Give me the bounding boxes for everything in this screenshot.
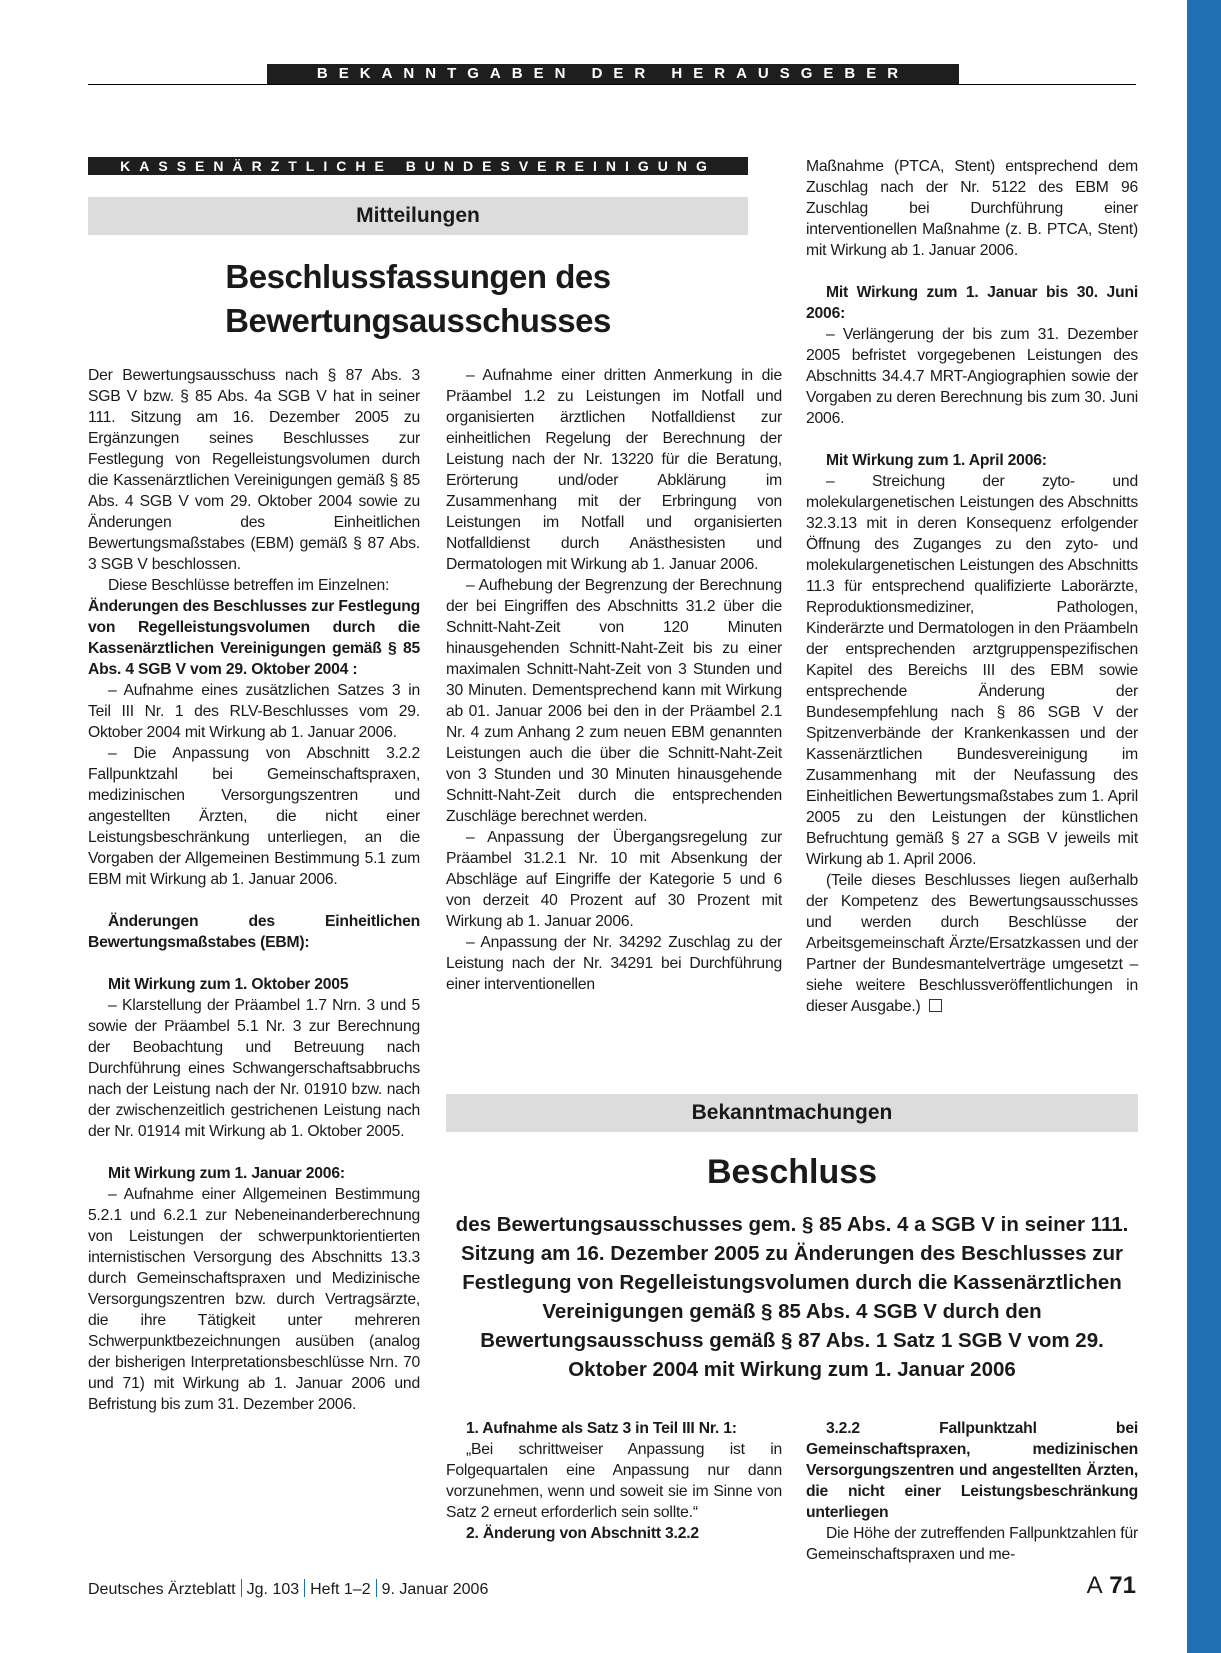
subheading: Mit Wirkung zum 1. Januar bis 30. Juni 2006: (806, 284, 1138, 322)
paragraph: Diese Beschlüsse betreffen im Einzelnen: (108, 577, 390, 594)
footer (88, 1579, 488, 1599)
section-banner: BEKANNTGABEN DER HERAUSGEBER (267, 64, 959, 84)
column-4 (446, 1418, 782, 1544)
issue-date: 9. Januar 2006 (381, 1581, 489, 1598)
paragraph: – Anpassung der Übergangsregelung zur Präambel 31.2.1 Nr. 10 mit Absenkung der Abschläge auf Eingriffe der Kategorie 5 und 6 von derzeit 40 Prozent auf 30 Prozent mit Wirkung ab 1. Januar 2006. (446, 829, 782, 930)
subheading: Mit Wirkung zum 1. Januar 2006: (108, 1165, 345, 1182)
subheading: 1. Aufnahme als Satz 3 in Teil III Nr. 1: (466, 1420, 737, 1437)
paragraph: – Anpassung der Nr. 34292 Zuschlag zu der Leistung nach der Nr. 34291 bei Durchführung einer interventionellen (446, 934, 782, 993)
end-of-article-icon (929, 999, 942, 1012)
subheading: Mit Wirkung zum 1. April 2006: (826, 452, 1047, 469)
article-title (88, 255, 748, 343)
paragraph: – Aufnahme einer dritten Anmerkung in die Präambel 1.2 zu Leistungen im Notfall und organisierten ärztlichen Notfalldienst zur einheitlichen Regelung der Berechnung der Leistung nach der Nr. 13220 für die Beratung, Erörterung und/oder Abklärung im Zusammenhang mit der Erbringung von Leistungen im Notfall und organisierten Notfalldienst durch Anästhesisten und Dermatologen mit Wirkung ab 1. Januar 2006. (446, 367, 782, 573)
article-title-line2: Bewertungsausschusses (225, 302, 611, 339)
volume: Jg. 103 (246, 1581, 300, 1598)
page-number-value: 71 (1109, 1572, 1136, 1599)
paragraph: „Bei schrittweiser Anpassung ist in Folgequartalen eine Anpassung nur dann vorzunehmen, wenn und soweit sie im Sinne von Satz 2 erneut erforderlich sein sollte.“ (446, 1441, 782, 1521)
mitteilungen-heading: Mitteilungen (88, 197, 748, 235)
beschluss-subtitle: des Bewertungsausschusses gem. § 85 Abs. 4 a SGB V in seiner 111. Sitzung am 16. Dezember 2005 zu Änderungen des Beschlusses zur Festlegung von Regelleistungsvolumen durch die Kassenärztlichen Vereinigungen gemäß § 85 Abs. 4 SGB V durch den Bewertungsausschuss gemäß § 87 Abs. 1 Satz 1 SGB V vom 29. Oktober 2004 mit Wirkung zum 1. Januar 2006 (455, 1213, 1129, 1381)
subheading: Änderungen des Beschlusses zur Festlegung von Regelleistungsvolumen durch die Kassenärztlichen Vereinigungen gemäß § 85 Abs. 4 SGB V vom 29. Oktober 2004 : (88, 598, 420, 678)
paragraph: – Klarstellung der Präambel 1.7 Nrn. 3 und 5 sowie der Präambel 5.1 Nr. 3 zur Berechnung der Beobachtung und Betreuung nach Durchführung eines Schwangerschaftsabbruchs nach der Leistung nach der Nr. 01910 bzw. nach der zwischenzeitlich gestrichenen Leistung nach der Nr. 01914 mit Wirkung ab 1. Oktober 2005. (88, 997, 420, 1140)
subheading: Änderungen des Einheitlichen Bewertungsmaßstabes (EBM): (88, 913, 420, 951)
column-3 (806, 156, 1138, 1017)
paragraph: – Streichung der zyto- und molekulargenetischen Leistungen des Abschnitts 32.3.13 mit in deren Konsequenz erfolgender Öffnung des Zuganges zu den zyto- und molekulargenetischen Leistungen des Abschnitts 11.3 für entsprechend qualifizierte Laborärzte, Reproduktionsmediziner, Pathologen, Kinderärzte und Dermatologen in den Präambeln der entsprechenden arztgruppenspezifischen Kapitel des Bereichs III des EBM sowie entsprechende Änderung der Bundesempfehlung nach § 86 SGB V der Spitzenverbände der Krankenkassen und der Kassenärztlichen Bundesvereinigung im Zusammenhang mit der Neufassung des Einheitlichen Bewertungsmaßstabes zum 1. April 2005 zu den Leistungen der künstlichen Befruchtung gemäß § 27 a SGB V jeweils mit Wirkung ab 1. April 2006. (806, 473, 1138, 868)
column-1 (88, 365, 420, 1415)
paragraph: – Aufnahme eines zusätzlichen Satzes 3 in Teil III Nr. 1 des RLV-Beschlusses vom 29. Oktober 2004 mit Wirkung ab 1. Januar 2006. (88, 682, 420, 741)
page-prefix: A (1086, 1572, 1103, 1599)
header-rule (88, 84, 1136, 85)
subheading: 2. Änderung von Abschnitt 3.2.2 (466, 1525, 699, 1542)
paragraph: – Aufnahme einer Allgemeinen Bestimmung 5.2.1 und 6.2.1 zur Nebeneinanderberechnung von Leistungen der schwerpunktorientierten internistischen Versorgung des Abschnitts 13.3 durch Gemeinschaftspraxen und Medizinische Versorgungszentren bzw. durch Vertragsärzte, die ihre Tätigkeit unter mehreren Schwerpunktbezeichnungen ausüben (analog der bisherigen Interpretationsbeschlüsse Nrn. 70 und 71) mit Wirkung ab 1. Januar 2006 und Befristung bis zum 31. Dezember 2006. (88, 1186, 420, 1413)
subheading: 3.2.2 Fallpunktzahl bei Gemeinschaftspraxen, medizinischen Versorgungszentren und angestellten Ärzten, die nicht einer Leistungsbeschränkung unterliegen (806, 1420, 1138, 1521)
paragraph: Maßnahme (PTCA, Stent) entsprechend dem Zuschlag nach der Nr. 5122 des EBM 96 Zuschlag bei Durchführung einer interventionellen Maßnahme (z. B. PTCA, Stent) mit Wirkung ab 1. Januar 2006. (806, 158, 1138, 259)
kbv-banner: KASSENÄRZTLICHE BUNDESVEREINIGUNG (88, 157, 748, 175)
journal-name: Deutsches Ärzteblatt (88, 1581, 236, 1598)
column-2 (446, 365, 782, 995)
paragraph (806, 870, 1138, 1017)
intro-paragraph: Der Bewertungsausschuss nach § 87 Abs. 3 SGB V bzw. § 85 Abs. 4a SGB V hat in seiner 111. Sitzung am 16. Dezember 2005 zu Ergänzungen seines Beschlusses zur Festlegung von Regelleistungsvolumen durch die Kassenärztlichen Vereinigungen gemäß § 85 Abs. 4 SGB V vom 29. Oktober 2004 sowie zu Änderungen des Einheitlichen Bewertungsmaßstabes (EBM) gemäß § 87 Abs. 3 SGB V beschlossen. (88, 367, 420, 573)
closing-note: (Teile dieses Beschlusses liegen außerhalb der Kompetenz des Bewertungsausschusses und werden durch Beschlüsse der Arbeitsgemeinschaft Ärzte/Ersatzkassen und der Partner der Bundesmantelverträge umgesetzt – siehe weitere Beschlussveröffentlichungen in dieser Ausgabe.) (806, 872, 1138, 1015)
paragraph: – Aufhebung der Begrenzung der Berechnung der bei Eingriffen des Abschnitts 31.2 über die Schnitt-Naht-Zeit von 120 Minuten hinausgehenden Schnitt-Naht-Zeit bis zu einer maximalen Schnitt-Naht-Zeit von 3 Stunden und 30 Minuten. Dementsprechend kann mit Wirkung ab 01. Januar 2006 bei den in der Präambel 2.1 Nr. 4 zum Anhang 2 zum neuen EBM genannten Leistungen auch die über die Schnitt-Naht-Zeit von 3 Stunden und 30 Minuten hinausgehende Schnitt-Naht-Zeit durch die entsprechenden Zuschläge berechnet werden. (446, 577, 782, 825)
paragraph: – Verlängerung der bis zum 31. Dezember 2005 befristet vorgegebenen Leistungen des Abschnitts 34.4.7 MRT-Angiographien sowie der Vorgaben zu deren Berechnung bis zum 30. Juni 2006. (806, 326, 1138, 427)
beschluss-title: Beschluss (706, 1153, 878, 1191)
page-number (1087, 1572, 1136, 1600)
paragraph: Die Höhe der zutreffenden Fallpunktzahlen für Gemeinschaftspraxen und me- (806, 1525, 1138, 1563)
issue: Heft 1–2 (310, 1581, 371, 1598)
column-5 (806, 1418, 1138, 1565)
bekanntmachungen-heading: Bekanntmachungen (446, 1094, 1138, 1132)
article-title-line1: Beschlussfassungen des (225, 258, 611, 295)
page-edge-bar (1187, 0, 1221, 1653)
paragraph: – Die Anpassung von Abschnitt 3.2.2 Fallpunktzahl bei Gemeinschaftspraxen, medizinischen Versorgungszentren und angestellten Ärzten, die nicht einer Leistungsbeschränkung unterliegen, an die Vorgaben der Allgemeinen Bestimmung 5.1 zum EBM mit Wirkung ab 1. Januar 2006. (88, 745, 420, 888)
subheading: Mit Wirkung zum 1. Oktober 2005 (108, 976, 349, 993)
